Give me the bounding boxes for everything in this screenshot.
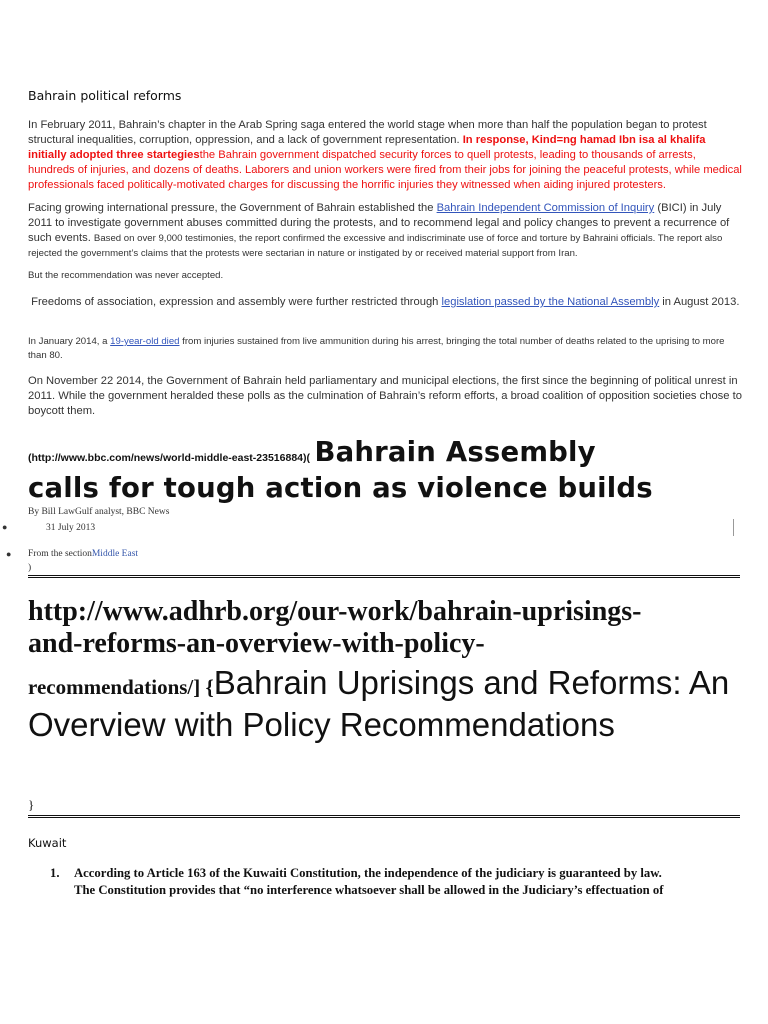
list-item-line2: The Constitution provides that “no interference whatsoever shall be allowed in the Judiciary’s effectuation of	[74, 883, 664, 897]
close-brace: }	[28, 797, 35, 812]
from-prefix: From the section	[28, 549, 92, 559]
paragraph-elections: On November 22 2014, the Government of Bahrain held parliamentary and municipal elections, the first since the beginning of political unrest in 2011. While the government heralded these polls as the culmination of Bahrain’s reform efforts, a broad coalition of opposition societies chose to boycott them.	[28, 375, 742, 417]
paragraph-text: in August 2013.	[662, 296, 740, 308]
link-legislation[interactable]: legislation passed by the National Assembly	[441, 296, 660, 308]
link-middle-east[interactable]: Middle East	[91, 549, 139, 559]
link-bici[interactable]: Bahrain Independent Commission of Inquiry	[436, 202, 655, 214]
paragraph-text: Freedoms of association, expression and assembly were further restricted through	[31, 296, 439, 308]
paragraph-text: from injuries sustained from live ammunition during his arrest, bringing the total number of deaths related to the uprising to more than 80.	[28, 336, 725, 361]
adhrb-title-block	[28, 662, 748, 746]
adhrb-url-line2: and-reforms-an-overview-with-policy-	[28, 628, 485, 659]
adhrb-title: Bahrain Uprisings and Reforms: An Overview with Policy Recommendations	[28, 664, 730, 743]
doc-title: Bahrain political reforms	[28, 88, 182, 103]
kuwait-heading: Kuwait	[28, 836, 67, 850]
bbc-date: 31 July 2013	[46, 523, 96, 533]
paragraph-text: In February 2011, Bahrain’s chapter in the Arab Spring saga entered the world stage when more than half the population began to protest structural inequalities, corruption, oppression, and a lack of government representation.	[28, 119, 707, 146]
double-rule	[28, 575, 740, 578]
paragraph-january-2014	[28, 335, 744, 363]
double-rule	[28, 815, 740, 818]
adhrb-url-line3: recommendations/] {	[28, 675, 214, 699]
highlighted-body: the Bahrain government dispatched security forces to quell protests, leading to thousands of arrests, hundreds of injuries, and dozens of deaths. Laborers and union workers were fired from their jobs for joining the peaceful protests, while medical professionals faced politically-motivated charges for discussing the horrific injuries they witnessed when aiding injured protesters.	[28, 149, 742, 191]
paragraph-arab-spring	[28, 118, 744, 193]
list-item	[74, 865, 750, 899]
paragraph-recommendation: But the recommendation was never accepted.	[28, 270, 224, 281]
paragraph-freedoms	[28, 295, 744, 310]
paragraph-small-text: Based on over 9,000 testimonies, the report confirmed the excessive and indiscriminate use of force and torture by Bahraini officials. The report also rejected the government’s claims that the protests were sectarian in nature or instigated by or received material support from Iran.	[28, 233, 723, 259]
paragraph-text: Facing growing international pressure, the Government of Bahrain established the	[28, 202, 434, 214]
list-item-line1: According to Article 163 of the Kuwaiti Constitution, the independence of the judiciary is guaranteed by law.	[74, 866, 662, 880]
link-19-year-old[interactable]: 19-year-old died	[110, 336, 180, 347]
adhrb-heading	[28, 596, 748, 746]
bullet-icon: ●	[6, 549, 12, 559]
bbc-from-section	[28, 549, 138, 559]
close-paren: )	[28, 563, 32, 573]
highlighted-bold: In response, Kind=ng hamad Ibn isa al khalifa initially adopted three startegies	[28, 134, 706, 161]
bbc-byline: By Bill LawGulf analyst, BBC News	[28, 507, 170, 517]
adhrb-url-line1: http://www.adhrb.org/our-work/bahrain-uprisings-	[28, 596, 642, 627]
bbc-headline-part2: calls for tough action as violence builds	[28, 472, 653, 504]
bullet-icon: ●	[2, 522, 8, 532]
paragraph-text: (BICI) in July 2011 to investigate government abuses committed during the protests, and to recommend legal and policy changes to prevent a recurrence of such events.	[28, 202, 730, 244]
divider	[733, 519, 734, 536]
bbc-headline-line	[28, 436, 758, 468]
paragraph-text: In January 2014, a	[28, 336, 108, 347]
bbc-headline-part1: Bahrain Assembly	[314, 436, 596, 468]
paragraph-bici	[28, 201, 744, 261]
list-number: 1.	[50, 866, 60, 880]
bbc-url: (http://www.bbc.com/news/world-middle-east-23516884)(	[28, 452, 310, 464]
